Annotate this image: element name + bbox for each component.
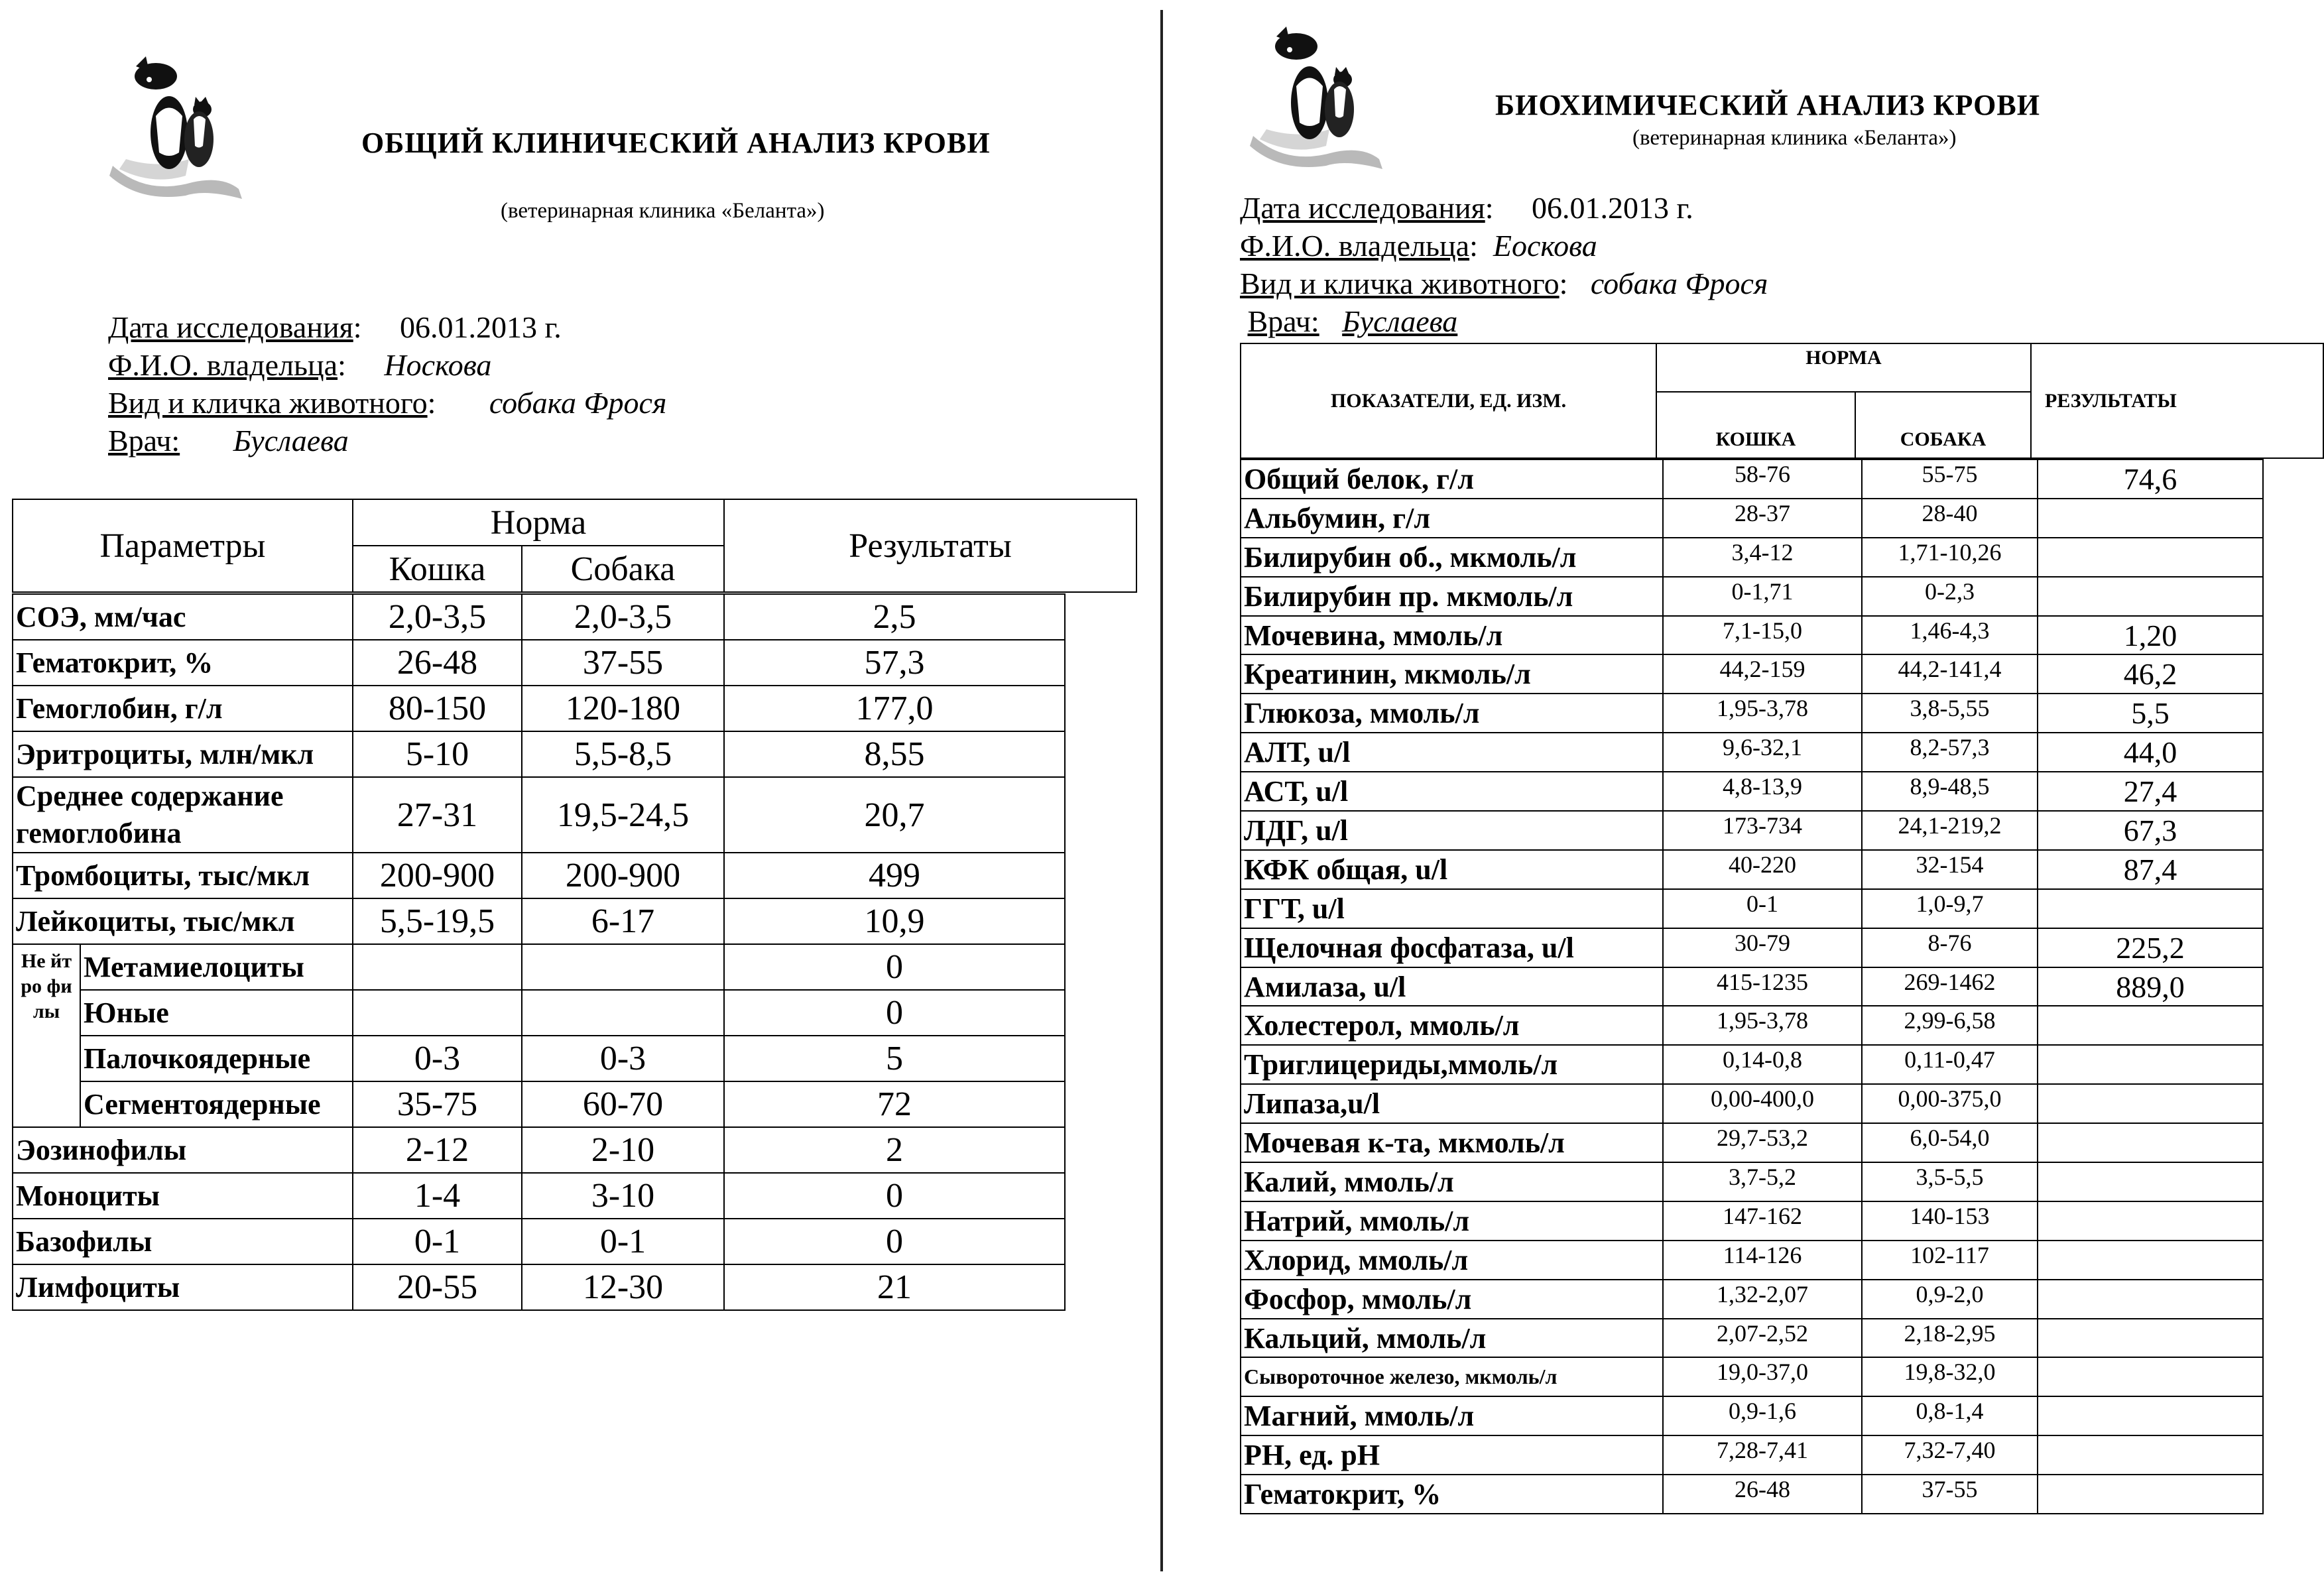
param-name: Холестерол, ммоль/л bbox=[1241, 1006, 1663, 1045]
table-row bbox=[1241, 1319, 2263, 1358]
date-line: Дата исследования: 06.01.2013 г. bbox=[108, 310, 562, 344]
norm-cat: 0,14-0,8 bbox=[1663, 1045, 1862, 1084]
param-name: Липаза,u/l bbox=[1241, 1084, 1663, 1123]
table-row bbox=[1241, 1475, 2263, 1514]
param-name: Триглицериды,ммоль/л bbox=[1241, 1045, 1663, 1084]
result-value: 27,4 bbox=[2038, 772, 2263, 811]
result-value: 2 bbox=[724, 1127, 1065, 1173]
header-params: Параметры bbox=[13, 499, 353, 592]
param-name: ГГТ, u/l bbox=[1241, 889, 1663, 928]
norm-cat: 114-126 bbox=[1663, 1241, 1862, 1280]
result-value bbox=[2038, 1201, 2263, 1241]
table-row bbox=[1241, 499, 2263, 538]
result-value bbox=[2038, 1435, 2263, 1475]
animal-label: Вид и кличка животного bbox=[108, 386, 428, 420]
param-name: Эозинофилы bbox=[13, 1127, 353, 1173]
table-row bbox=[13, 777, 1065, 853]
table-row bbox=[1241, 616, 2263, 655]
table-row bbox=[1241, 1280, 2263, 1319]
norm-cat: 58-76 bbox=[1663, 459, 1862, 499]
table-row bbox=[13, 898, 1065, 944]
param-name: АЛТ, u/l bbox=[1241, 733, 1663, 772]
owner-line: Ф.И.О. владельца: Носкова bbox=[108, 348, 492, 382]
result-value: 5,5 bbox=[2038, 694, 2263, 733]
table-row bbox=[1241, 1357, 2263, 1396]
cbc-table-header bbox=[12, 499, 1137, 593]
cbc-table bbox=[12, 593, 1066, 1311]
result-value: 87,4 bbox=[2038, 850, 2263, 889]
norm-cat: 1,95-3,78 bbox=[1663, 1006, 1862, 1045]
norm-cat: 3,7-5,2 bbox=[1663, 1162, 1862, 1201]
norm-dog bbox=[522, 990, 724, 1036]
norm-cat: 0-1,71 bbox=[1663, 577, 1862, 616]
norm-cat: 26-48 bbox=[1663, 1475, 1862, 1514]
norm-dog: 0,00-375,0 bbox=[1862, 1084, 2038, 1123]
norm-cat: 173-734 bbox=[1663, 811, 1862, 850]
owner-label: Ф.И.О. владельца bbox=[1240, 229, 1470, 263]
table-row bbox=[13, 686, 1065, 731]
param-name: Щелочная фосфатаза, u/l bbox=[1241, 928, 1663, 967]
result-value: 72 bbox=[724, 1081, 1065, 1127]
norm-cat: 0-3 bbox=[353, 1036, 522, 1081]
param-name: Креатинин, мкмоль/л bbox=[1241, 654, 1663, 694]
norm-dog: 1,71-10,26 bbox=[1862, 538, 2038, 577]
result-value bbox=[2038, 1475, 2263, 1514]
animal-value: собака Фрося bbox=[1590, 267, 1768, 300]
norm-dog: 8,2-57,3 bbox=[1862, 733, 2038, 772]
norm-cat: 7,28-7,41 bbox=[1663, 1435, 1862, 1475]
param-name: Сывороточное железо, мкмоль/л bbox=[1241, 1357, 1663, 1396]
norm-dog: 37-55 bbox=[1862, 1475, 2038, 1514]
param-name: Общий белок, г/л bbox=[1241, 459, 1663, 499]
owner-label: Ф.И.О. владельца bbox=[108, 348, 338, 382]
result-value bbox=[2038, 1045, 2263, 1084]
param-name: Среднее содержание гемоглобина bbox=[13, 777, 353, 853]
result-value bbox=[2038, 1396, 2263, 1435]
param-name: Лейкоциты, тыс/мкл bbox=[13, 898, 353, 944]
animal-line: Вид и кличка животного: собака Фрося bbox=[1240, 267, 1768, 300]
header-dog: Собака bbox=[522, 546, 724, 592]
param-name: Тромбоциты, тыс/мкл bbox=[13, 853, 353, 898]
norm-dog: 269-1462 bbox=[1862, 967, 2038, 1006]
param-name: Базофилы bbox=[13, 1219, 353, 1264]
norm-cat: 4,8-13,9 bbox=[1663, 772, 1862, 811]
table-row bbox=[13, 944, 1065, 990]
norm-cat: 35-75 bbox=[353, 1081, 522, 1127]
result-value bbox=[2038, 1084, 2263, 1123]
param-name: Калий, ммоль/л bbox=[1241, 1162, 1663, 1201]
result-value bbox=[2038, 1123, 2263, 1162]
header-cat: КОШКА bbox=[1656, 392, 1855, 458]
norm-cat: 3,4-12 bbox=[1663, 538, 1862, 577]
norm-dog: 0-1 bbox=[522, 1219, 724, 1264]
norm-cat: 40-220 bbox=[1663, 850, 1862, 889]
animal-value: собака Фрося bbox=[489, 386, 667, 420]
norm-dog: 1,0-9,7 bbox=[1862, 889, 2038, 928]
table-row bbox=[1241, 1162, 2263, 1201]
doctor-label: Врач: bbox=[1247, 304, 1319, 338]
norm-cat: 7,1-15,0 bbox=[1663, 616, 1862, 655]
param-name: Билирубин об., мкмоль/л bbox=[1241, 538, 1663, 577]
date-line: Дата исследования: 06.01.2013 г. bbox=[1240, 191, 1693, 225]
table-row bbox=[1241, 694, 2263, 733]
norm-dog: 3-10 bbox=[522, 1173, 724, 1219]
table-row bbox=[1241, 889, 2263, 928]
table-row bbox=[1241, 733, 2263, 772]
norm-dog: 3,8-5,55 bbox=[1862, 694, 2038, 733]
result-value: 1,20 bbox=[2038, 616, 2263, 655]
param-name: Моноциты bbox=[13, 1173, 353, 1219]
result-value bbox=[2038, 1280, 2263, 1319]
norm-dog: 8,9-48,5 bbox=[1862, 772, 2038, 811]
date-value: 06.01.2013 г. bbox=[1532, 191, 1693, 225]
norm-dog: 28-40 bbox=[1862, 499, 2038, 538]
info-block-left bbox=[108, 308, 666, 459]
norm-dog: 0,9-2,0 bbox=[1862, 1280, 2038, 1319]
table-row bbox=[1241, 577, 2263, 616]
header-norm: Норма bbox=[353, 499, 724, 546]
norm-cat: 0-1 bbox=[353, 1219, 522, 1264]
result-value bbox=[2038, 1162, 2263, 1201]
result-value: 46,2 bbox=[2038, 654, 2263, 694]
param-name: Фосфор, ммоль/л bbox=[1241, 1280, 1663, 1319]
table-row bbox=[1241, 967, 2263, 1006]
table-row bbox=[1241, 459, 2263, 499]
norm-dog: 0,11-0,47 bbox=[1862, 1045, 2038, 1084]
norm-dog: 2,0-3,5 bbox=[522, 594, 724, 640]
table-row bbox=[13, 594, 1065, 640]
norm-cat bbox=[353, 990, 522, 1036]
norm-cat: 2,07-2,52 bbox=[1663, 1319, 1862, 1358]
norm-dog: 2,99-6,58 bbox=[1862, 1006, 2038, 1045]
result-value: 177,0 bbox=[724, 686, 1065, 731]
norm-cat: 28-37 bbox=[1663, 499, 1862, 538]
result-value: 5 bbox=[724, 1036, 1065, 1081]
table-row bbox=[13, 640, 1065, 686]
norm-dog: 32-154 bbox=[1862, 850, 2038, 889]
param-name: Эритроциты, млн/мкл bbox=[13, 731, 353, 777]
norm-cat: 2-12 bbox=[353, 1127, 522, 1173]
norm-dog: 140-153 bbox=[1862, 1201, 2038, 1241]
norm-dog: 102-117 bbox=[1862, 1241, 2038, 1280]
page-divider bbox=[1160, 10, 1163, 1571]
table-row bbox=[1241, 1241, 2263, 1280]
norm-dog: 0-3 bbox=[522, 1036, 724, 1081]
norm-dog: 3,5-5,5 bbox=[1862, 1162, 2038, 1201]
table-row bbox=[1241, 1123, 2263, 1162]
norm-cat: 29,7-53,2 bbox=[1663, 1123, 1862, 1162]
result-value: 8,55 bbox=[724, 731, 1065, 777]
norm-cat: 30-79 bbox=[1663, 928, 1862, 967]
table-row bbox=[1241, 538, 2263, 577]
animal-line: Вид и кличка животного: собака Фрося bbox=[108, 386, 667, 420]
norm-dog bbox=[522, 944, 724, 990]
result-value: 889,0 bbox=[2038, 967, 2263, 1006]
norm-dog: 0-2,3 bbox=[1862, 577, 2038, 616]
table-row bbox=[13, 1036, 1065, 1081]
norm-cat: 200-900 bbox=[353, 853, 522, 898]
subtitle-left: (ветеринарная клиника «Беланта») bbox=[501, 199, 825, 223]
param-name: СОЭ, мм/час bbox=[13, 594, 353, 640]
clinic-logo-icon bbox=[106, 53, 245, 199]
table-row bbox=[1241, 928, 2263, 967]
norm-dog: 6-17 bbox=[522, 898, 724, 944]
norm-cat: 0-1 bbox=[1663, 889, 1862, 928]
norm-dog: 2,18-2,95 bbox=[1862, 1319, 2038, 1358]
header-results: Результаты bbox=[724, 499, 1136, 592]
norm-dog: 200-900 bbox=[522, 853, 724, 898]
table-row bbox=[1241, 1396, 2263, 1435]
param-name: Гематокрит, % bbox=[13, 640, 353, 686]
owner-value: Носкова bbox=[384, 348, 492, 382]
table-row bbox=[13, 990, 1065, 1036]
table-row bbox=[1241, 811, 2263, 850]
norm-dog: 19,5-24,5 bbox=[522, 777, 724, 853]
date-label: Дата исследования bbox=[108, 310, 353, 344]
norm-dog: 44,2-141,4 bbox=[1862, 654, 2038, 694]
biochem-table bbox=[1240, 459, 2264, 1514]
result-value: 0 bbox=[724, 944, 1065, 990]
norm-cat: 20-55 bbox=[353, 1264, 522, 1310]
result-value bbox=[2038, 499, 2263, 538]
param-name: РН, ед. рН bbox=[1241, 1435, 1663, 1475]
result-value bbox=[2038, 538, 2263, 577]
page-title-right: БИОХИМИЧЕСКИЙ АНАЛИЗ КРОВИ bbox=[1495, 89, 2040, 121]
table-row bbox=[1241, 1084, 2263, 1123]
result-value: 0 bbox=[724, 1173, 1065, 1219]
owner-line: Ф.И.О. владельца: Еоскова bbox=[1240, 229, 1597, 263]
doctor-value: Буслаева bbox=[233, 424, 349, 457]
norm-cat bbox=[353, 944, 522, 990]
norm-cat: 5,5-19,5 bbox=[353, 898, 522, 944]
param-name: Кальций, ммоль/л bbox=[1241, 1319, 1663, 1358]
biochem-table-header bbox=[1240, 343, 2324, 459]
param-name: Гематокрит, % bbox=[1241, 1475, 1663, 1514]
result-value: 10,9 bbox=[724, 898, 1065, 944]
param-name: Мочевина, ммоль/л bbox=[1241, 616, 1663, 655]
norm-cat: 0,9-1,6 bbox=[1663, 1396, 1862, 1435]
page-title-left: ОБЩИЙ КЛИНИЧЕСКИЙ АНАЛИЗ КРОВИ bbox=[361, 127, 991, 159]
table-row bbox=[13, 1219, 1065, 1264]
result-value: 74,6 bbox=[2038, 459, 2263, 499]
param-name: Лимфоциты bbox=[13, 1264, 353, 1310]
result-value: 499 bbox=[724, 853, 1065, 898]
date-value: 06.01.2013 г. bbox=[400, 310, 562, 344]
norm-cat: 26-48 bbox=[353, 640, 522, 686]
norm-dog: 120-180 bbox=[522, 686, 724, 731]
norm-dog: 24,1-219,2 bbox=[1862, 811, 2038, 850]
param-name: КФК общая, u/l bbox=[1241, 850, 1663, 889]
header-norm: НОРМА bbox=[1656, 343, 2031, 392]
animal-label: Вид и кличка животного bbox=[1240, 267, 1560, 300]
doctor-line bbox=[108, 422, 666, 459]
table-row bbox=[1241, 1435, 2263, 1475]
norm-cat: 147-162 bbox=[1663, 1201, 1862, 1241]
header-results: РЕЗУЛЬТАТЫ bbox=[2031, 343, 2323, 458]
param-name: Сегментоядерные bbox=[80, 1081, 353, 1127]
result-value: 0 bbox=[724, 1219, 1065, 1264]
norm-cat: 1,32-2,07 bbox=[1663, 1280, 1862, 1319]
result-value: 20,7 bbox=[724, 777, 1065, 853]
table-row bbox=[1241, 654, 2263, 694]
table-row bbox=[1241, 772, 2263, 811]
result-value: 21 bbox=[724, 1264, 1065, 1310]
result-value: 2,5 bbox=[724, 594, 1065, 640]
param-name: АСТ, u/l bbox=[1241, 772, 1663, 811]
norm-dog: 6,0-54,0 bbox=[1862, 1123, 2038, 1162]
norm-cat: 5-10 bbox=[353, 731, 522, 777]
table-row bbox=[1241, 1006, 2263, 1045]
table-row bbox=[13, 1081, 1065, 1127]
result-value: 44,0 bbox=[2038, 733, 2263, 772]
table-row bbox=[13, 853, 1065, 898]
table-row bbox=[13, 1127, 1065, 1173]
table-row bbox=[13, 1173, 1065, 1219]
param-name: Метамиелоциты bbox=[80, 944, 353, 990]
result-value bbox=[2038, 889, 2263, 928]
result-value bbox=[2038, 1006, 2263, 1045]
param-name: Палочкоядерные bbox=[80, 1036, 353, 1081]
subtitle-right: (ветеринарная клиника «Беланта») bbox=[1632, 126, 1957, 150]
param-name: Магний, ммоль/л bbox=[1241, 1396, 1663, 1435]
table-row bbox=[1241, 1201, 2263, 1241]
param-name: Альбумин, г/л bbox=[1241, 499, 1663, 538]
norm-dog: 8-76 bbox=[1862, 928, 2038, 967]
doctor-line bbox=[1240, 302, 1768, 340]
norm-cat: 1-4 bbox=[353, 1173, 522, 1219]
result-value: 0 bbox=[724, 990, 1065, 1036]
norm-cat: 415-1235 bbox=[1663, 967, 1862, 1006]
param-name: Хлорид, ммоль/л bbox=[1241, 1241, 1663, 1280]
result-value: 225,2 bbox=[2038, 928, 2263, 967]
owner-value: Еоскова bbox=[1493, 229, 1597, 263]
doctor-label: Врач: bbox=[108, 424, 180, 457]
norm-dog: 2-10 bbox=[522, 1127, 724, 1173]
param-name: Билирубин пр. мкмоль/л bbox=[1241, 577, 1663, 616]
header-params: ПОКАЗАТЕЛИ, ЕД. ИЗМ. bbox=[1241, 343, 1656, 458]
param-name: Юные bbox=[80, 990, 353, 1036]
norm-cat: 1,95-3,78 bbox=[1663, 694, 1862, 733]
norm-cat: 2,0-3,5 bbox=[353, 594, 522, 640]
result-value bbox=[2038, 1357, 2263, 1396]
norm-cat: 44,2-159 bbox=[1663, 654, 1862, 694]
info-block-right bbox=[1240, 189, 1768, 340]
norm-dog: 0,8-1,4 bbox=[1862, 1396, 2038, 1435]
clinic-logo-icon bbox=[1247, 23, 1386, 169]
result-value: 67,3 bbox=[2038, 811, 2263, 850]
norm-cat: 27-31 bbox=[353, 777, 522, 853]
param-name: Натрий, ммоль/л bbox=[1241, 1201, 1663, 1241]
norm-dog: 55-75 bbox=[1862, 459, 2038, 499]
param-name: Глюкоза, ммоль/л bbox=[1241, 694, 1663, 733]
norm-dog: 1,46-4,3 bbox=[1862, 616, 2038, 655]
param-name: ЛДГ, u/l bbox=[1241, 811, 1663, 850]
norm-dog: 37-55 bbox=[522, 640, 724, 686]
header-dog: СОБАКА bbox=[1855, 392, 2031, 458]
table-row bbox=[13, 731, 1065, 777]
table-row bbox=[1241, 850, 2263, 889]
norm-cat: 80-150 bbox=[353, 686, 522, 731]
result-value bbox=[2038, 1319, 2263, 1358]
table-row bbox=[13, 1264, 1065, 1310]
norm-cat: 9,6-32,1 bbox=[1663, 733, 1862, 772]
header-cat: Кошка bbox=[353, 546, 522, 592]
result-value bbox=[2038, 1241, 2263, 1280]
date-label: Дата исследования bbox=[1240, 191, 1485, 225]
param-name: Гемоглобин, г/л bbox=[13, 686, 353, 731]
table-row bbox=[1241, 1045, 2263, 1084]
norm-dog: 5,5-8,5 bbox=[522, 731, 724, 777]
param-name: Амилаза, u/l bbox=[1241, 967, 1663, 1006]
norm-cat: 19,0-37,0 bbox=[1663, 1357, 1862, 1396]
norm-dog: 12-30 bbox=[522, 1264, 724, 1310]
norm-dog: 7,32-7,40 bbox=[1862, 1435, 2038, 1475]
result-value bbox=[2038, 577, 2263, 616]
param-name: Мочевая к-та, мкмоль/л bbox=[1241, 1123, 1663, 1162]
doctor-value: Буслаева bbox=[1342, 304, 1458, 338]
neutrophils-group-label: Не йт ро фи лы bbox=[13, 944, 80, 1127]
norm-dog: 19,8-32,0 bbox=[1862, 1357, 2038, 1396]
result-value: 57,3 bbox=[724, 640, 1065, 686]
norm-dog: 60-70 bbox=[522, 1081, 724, 1127]
norm-cat: 0,00-400,0 bbox=[1663, 1084, 1862, 1123]
